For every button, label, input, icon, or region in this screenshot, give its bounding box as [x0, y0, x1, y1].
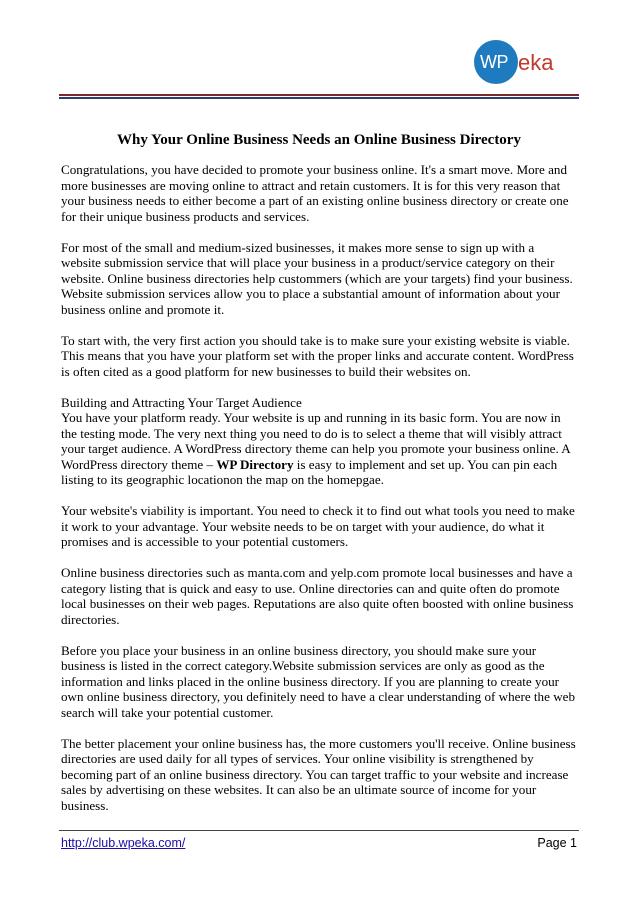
page-number: Page 1	[537, 836, 577, 850]
paragraph-1: Congratulations, you have decided to promote your business online. It's a smart move. More and more businesses are moving online to attract and retain customers. It is for this very reason that your business needs to either become a part of an existing online business directory or create one for their unique business products and services.	[61, 162, 569, 224]
paragraph-8: The better placement your online business has, the more customers you'll receive. Online business directories are used daily for all types of services. Your online visibility is strengthened by becoming part of an online business directory. You can target traffic to your website and increase sales by advertising on these websites. It can also be an ultimate source of income for your business.	[61, 735, 576, 813]
paragraph-5: Your website's viability is important. You need to check it to find out what tools you need to make it work to your advantage. Your website needs to be on target with your audience, do what it promises and is accessible to your potential customers.	[61, 503, 575, 549]
paragraph-3: To start with, the very first action you should take is to make sure your existing website is viable. This means that you have your platform set with the proper links and accurate content. WordPress is often cited as a good platform for new businesses to build their websites on.	[61, 332, 574, 379]
header-divider	[59, 94, 579, 99]
paragraph-4	[61, 395, 577, 488]
logo-eka-text: eka	[518, 50, 554, 75]
paragraph-6: Online business directories such as manta.com and yelp.com promote local businesses and have a category listing that is quick and easy to use. Online directories can and quite often do promote local businesses on their web pages. Reputations are also quite often boosted with online business directories.	[61, 565, 574, 627]
paragraph-4-text-before: You have your platform ready. Your website is up and running in its basic form. You are now in the testing mode. The very next thing you need to do is to select a theme that will visibly attract your target audience. A WordPress directory theme can help you promote your business online. A WordPress directory theme –	[61, 410, 571, 472]
section-heading: Building and Attracting Your Target Audience	[61, 394, 302, 410]
wp-directory-bold: WP Directory	[216, 456, 294, 472]
document-body	[61, 131, 577, 829]
document-title: Why Your Online Business Needs an Online Business Directory	[117, 132, 521, 148]
wpeka-logo	[474, 40, 574, 86]
paragraph-2: For most of the small and medium-sized businesses, it makes more sense to sign up with a website submission service that will place your business in a product/service category on their website. Online business directories help custommers (which are your targets) find your business. Website submission services allow you to place a substantial amount of information about your business online and promote it.	[61, 239, 573, 317]
paragraph-4-text-after: is easy to implement and set up. You can pin each listing to its geographic locationon the map on the homepgae.	[61, 456, 558, 487]
logo-wp-text: WP	[480, 52, 508, 72]
footer-divider	[59, 830, 579, 831]
paragraph-7: Before you place your business in an online business directory, you should make sure your business is listed in the correct category.Website submission services are only as good as the information and links placed in the online business directory. If you are planning to create your own online business directory, you definitely need to have a clear understanding of where the web search will take your potential customer.	[61, 642, 576, 720]
footer	[61, 836, 577, 850]
footer-link[interactable]: http://club.wpeka.com/	[61, 836, 186, 850]
